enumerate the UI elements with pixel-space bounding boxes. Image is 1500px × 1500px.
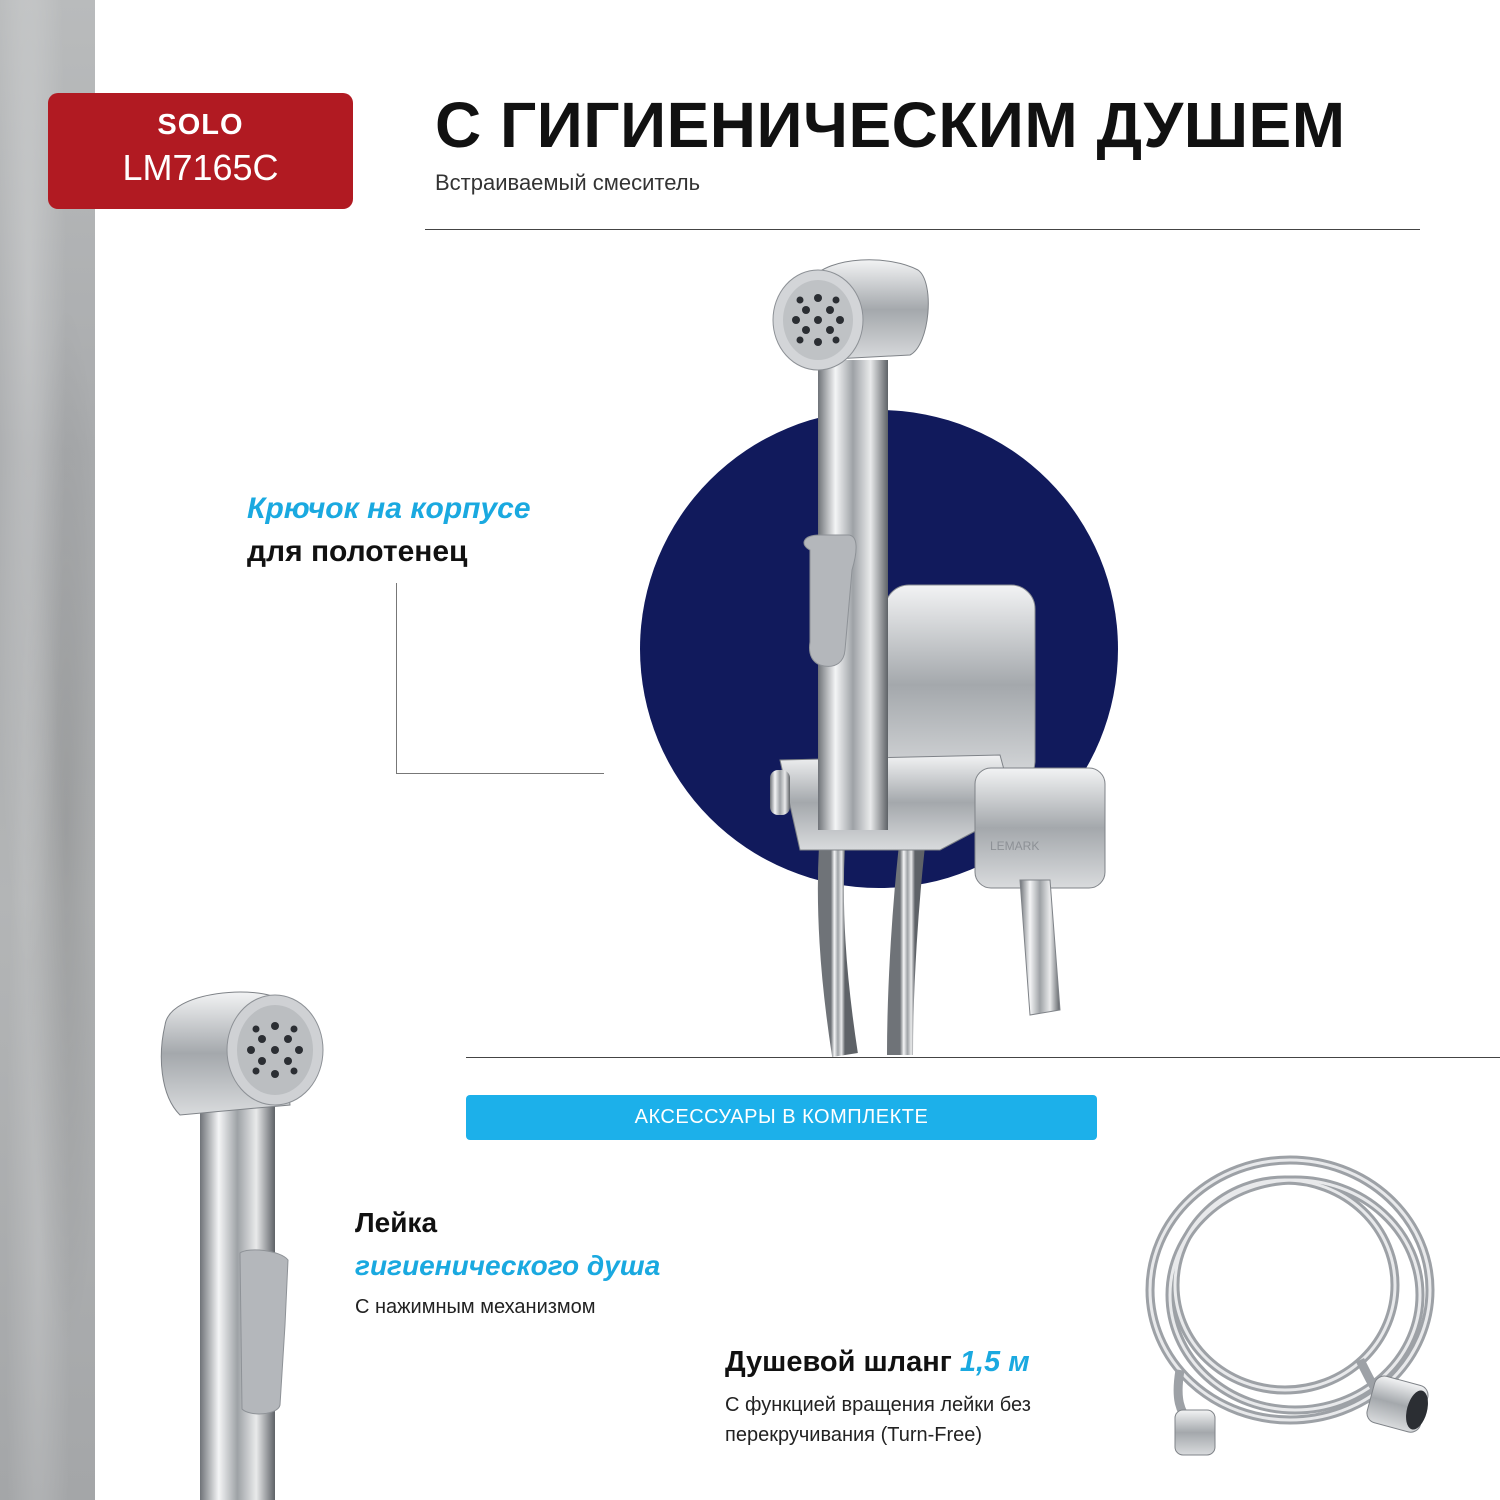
- model-badge: [48, 93, 353, 209]
- concrete-texture-strip: [0, 0, 95, 1500]
- shower-head-illustration: [140, 985, 340, 1500]
- series-name: SOLO: [157, 109, 244, 141]
- shower-head-highlight: гигиенического душа: [355, 1250, 661, 1281]
- callout-line-vertical: [396, 583, 397, 773]
- accessories-banner: АКСЕССУАРЫ В КОМПЛЕКТЕ: [466, 1095, 1097, 1140]
- callout-line-horizontal: [396, 773, 604, 774]
- hose-title: Душевой шланг: [725, 1346, 952, 1378]
- model-number: LM7165C: [122, 147, 279, 188]
- mixer-illustration: [740, 250, 1140, 1060]
- hook-feature-highlight: Крючок на корпусе: [247, 492, 531, 525]
- hose-title-line: [725, 1346, 1030, 1379]
- hose-description: С функцией вращения лейки без перекручивания (Turn-Free): [725, 1394, 1031, 1446]
- page-subtitle: Встраиваемый смеситель: [435, 170, 701, 195]
- hook-feature-text: для полотенец: [247, 535, 468, 568]
- accessories-divider: [466, 1057, 1500, 1058]
- page-title: С ГИГИЕНИЧЕСКИМ ДУШЕМ: [435, 89, 1346, 161]
- shower-head-title: Лейка: [355, 1207, 438, 1238]
- top-divider: [425, 229, 1420, 230]
- product-logo: LEMARK: [990, 839, 1040, 853]
- shower-head-description: С нажимным механизмом: [355, 1296, 596, 1318]
- hose-coil-illustration: [1120, 1140, 1450, 1470]
- hose-length: 1,5 м: [959, 1346, 1030, 1378]
